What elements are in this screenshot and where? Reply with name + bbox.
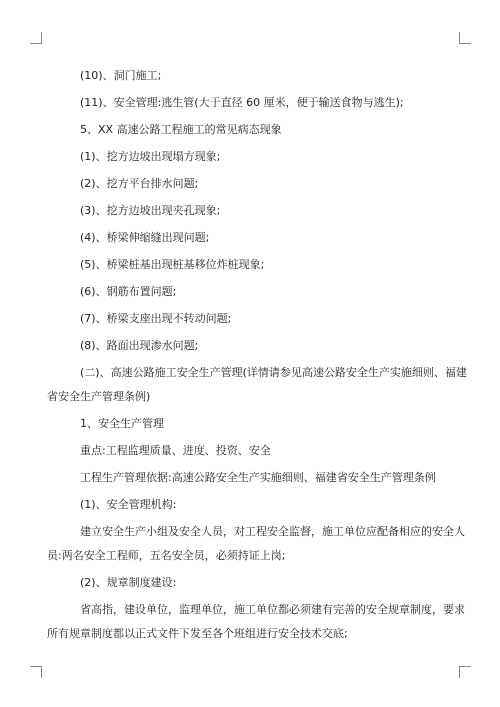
paragraph-key-points: 重点:工程监理质量、进度、投资、安全: [80, 444, 271, 457]
list-item-defect-8: (8)、路面出现渗水问题;: [80, 339, 199, 352]
paragraph-continuation: 省安全生产管理条例): [47, 390, 151, 403]
list-item-defect-7: (7)、桥梁支座出现不转动问题;: [80, 312, 232, 325]
paragraph-organization-detail: 建立安全生产小组及安全人员，对工程安全监督，施工单位应配备相应的安全人: [80, 525, 465, 538]
corner-mark-top-right: [459, 32, 471, 44]
list-item-defect-5: (5)、桥梁桩基出现桩基移位炸桩现象;: [80, 258, 265, 271]
paragraph-continuation: 员:两名安全工程师，五名安全员，必须持证上岗;: [47, 549, 286, 562]
list-item-tunnel-portal: (10)、洞门施工;: [80, 69, 162, 82]
list-item-defect-1: (1)、挖方边坡出现塌方现象;: [80, 150, 221, 163]
corner-mark-bottom-right: [459, 666, 471, 678]
section-heading-safety-management: (二)、高速公路施工安全生产管理(详情请参见高速公路安全生产实施细则、福建: [80, 366, 467, 379]
paragraph-management-basis: 工程生产管理依据:高速公路安全生产实施细则、福建省安全生产管理条例: [80, 471, 436, 484]
list-item-defect-3: (3)、挖方边坡出现夹孔现象;: [80, 204, 221, 217]
list-item-safety-organization: (1)、安全管理机构:: [80, 498, 177, 511]
corner-mark-bottom-left: [30, 666, 42, 678]
list-item-safety-escape-pipe: (11)、安全管理:逃生管(大于直径 60 厘米，便于输送食物与逃生);: [80, 96, 404, 109]
paragraph-rules-detail: 省高指，建设单位，监理单位，施工单位都必须建有完善的安全规章制度，要求: [80, 603, 465, 616]
list-item-defect-2: (2)、挖方平台排水问题;: [80, 177, 199, 190]
paragraph-continuation: 所有规章制度都以正式文件下发至各个班组进行安全技术交底;: [47, 627, 348, 640]
list-item-rules-construction: (2)、规章制度建设:: [80, 576, 177, 589]
list-item-defect-4: (4)、桥梁伸缩缝出现问题;: [80, 231, 210, 244]
section-heading-common-defects: 5、XX 高速公路工程施工的常见病态现象: [80, 123, 282, 136]
list-item-defect-6: (6)、钢筋布置问题;: [80, 285, 177, 298]
corner-mark-top-left: [30, 32, 42, 44]
subsection-heading-safety-production: 1、安全生产管理: [80, 417, 164, 430]
